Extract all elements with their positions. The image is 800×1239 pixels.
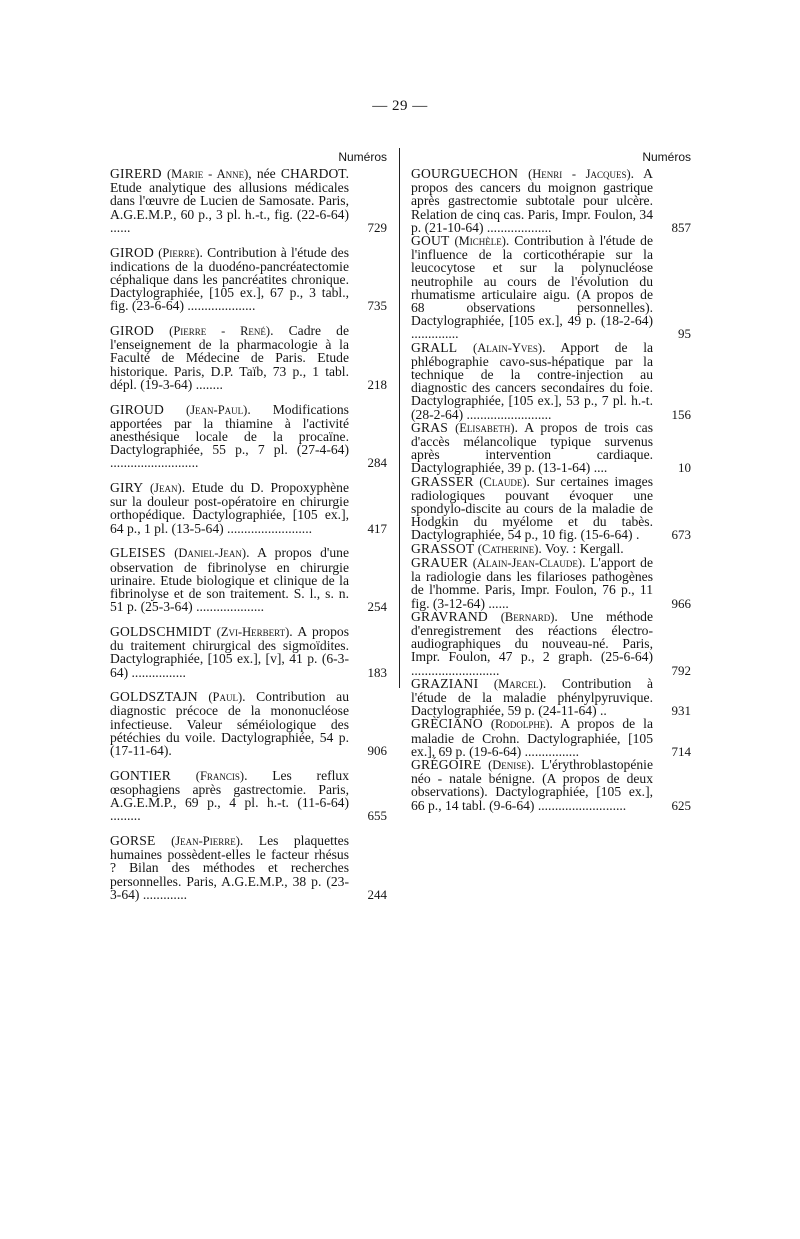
thesis-number: 655 [367,808,387,824]
bibliography-entry [110,167,387,234]
thesis-description: . A propos d'une observation de fibrinolyse en chirurgie urinaire. Etude biologique et clinique de la fibrinolyse et de son traitement. S. l., s. n. 51 p. (25-3-64) .................... [110,545,349,615]
author-given-name: (Marcel) [493,676,543,691]
numeros-header: Numéros [642,150,691,164]
thesis-number: 254 [367,599,387,615]
thesis-description: . Les plaquettes humaines possèdent-elles le facteur rhésus ? Bilan des méthodes et recherches personnelles. Paris, A.G.E.M.P., 38 p. (23-3-64) ............. [110,833,350,902]
column-divider [399,148,400,688]
thesis-description: . Contribution à l'étude des indications de la duodéno-pancréatectomie céphalique dans les pancréatites chronique. Dactylographiée, [105 ex.], 67 p., 3 tabl., fig. (23-6-64) .................... [110,244,349,314]
thesis-number: 714 [671,743,691,759]
author-given-name: (Alain-Yves) [473,340,543,355]
thesis-description: . A propos du traitement chirurgical des sigmoïdites. Dactylographiée, [105 ex.], [v], 41 p. (6-3-64) ................ [110,623,349,680]
bibliography-entry [110,834,387,901]
thesis-number: 10 [678,460,691,476]
author-given-name: (Jean-Paul) [186,402,248,417]
bibliography-entry [411,610,691,677]
author-given-name: (Marie - Anne) [167,167,249,181]
thesis-description: . A propos des cancers du moignon gastrique après gastrectomie subtotale pour ulcère. Relation de cinq cas. Paris, Impr. Foulon, 34 p. (21-10-64) ................... [411,166,654,235]
thesis-number: 735 [367,298,387,314]
author-surname: GOLDSCHMIDT [110,623,212,639]
numeros-header: Numéros [338,150,387,164]
bibliography-entry [110,769,387,823]
thesis-number: 931 [671,703,691,719]
thesis-number: 857 [671,219,691,235]
thesis-number: 625 [671,797,691,813]
bibliography-entry [110,546,387,613]
bibliography-entry [110,690,387,757]
right-column [411,148,691,812]
bibliography-entry [411,475,691,542]
bibliography-entry [411,556,691,610]
author-given-name: (Daniel-Jean) [174,546,247,561]
thesis-description: . Contribution au diagnostic précoce de la mononucléose infectieuse. Valeur séméiologique des pétéchies du voile. Dactylographiée, 54 p. (17-11-64). [110,689,349,759]
thesis-description: . Apport de la phlébographie cavo-sus-hépatique par la technique de la contre-injection au diagnostic des cancers secondaires du foie. Dactylographiée, [105 ex.], 53 p., 7 pl. h.-t. (28-2-64) ......................... [411,339,653,422]
bibliography-entry [411,421,691,475]
author-surname: GONTIER [110,767,172,783]
thesis-description: . Contribution à l'étude de l'influence de la corticothérapie sur la leucocytose et sur la polynucléose neutrophile au cours de l'évolution du rhumatisme articulaire aigu. (A propos de 68 observations personnelles). Dactylographiée, [105 ex.], 49 p. (18-2-64) .............. [411,233,653,342]
thesis-description: . Sur certaines images radiologiques pouvant évoquer une spondylo-discite au cours de la maladie de Hodgkin du myélome et du tabès. Dactylographiée, 54 p., 10 fig. (15-6-64) . [411,473,653,543]
thesis-description: . A propos de trois cas d'accès mélancolique typique survenus après intervention cardiaque. Dactylographiée, 39 p. (13-1-64) .... [411,419,653,476]
author-given-name: (Pierre) [158,245,200,260]
thesis-number: 966 [671,595,691,611]
author-surname: GRAS [411,419,449,435]
author-surname: GRAVRAND [411,608,488,624]
thesis-number: 792 [671,662,691,678]
thesis-description: . L'érythroblastopénie néo - natale bénigne. (A propos de deux observations). Dactylographiée, [105 ex.], 66 p., 14 tabl. (9-6-64) .......................... [411,756,653,813]
thesis-description: , née CHARDOT. Etude analytique des allusions médicales dans l'œuvre de Lucien de Samosate. Paris, A.G.E.M.P., 60 p., 3 pl. h.-t., fig. (22-6-64) ...... [110,166,349,235]
thesis-description: . Modifications apportées par la thiamine à l'activité anesthésique locale de la procaïne. Dactylographiée, 55 p., 7 pl. (27-4-64) .......................... [110,401,349,471]
bibliography-entry [411,677,691,718]
author-surname: GRÈCIANO [411,716,483,732]
author-surname: GOURGUECHON [411,166,519,181]
author-surname: GRALL [411,339,458,355]
thesis-description: . Une méthode d'enregistrement des réactions électro-audiographiques du nouveau-né. Paris, Impr. Foulon, 47 p., 2 graph. (25-6-64) .......................... [411,608,653,678]
author-surname: GRAUER [411,554,469,570]
author-surname: GIROD [110,323,155,339]
thesis-number: 95 [678,326,691,342]
bibliography-entry [110,246,387,313]
author-given-name: (Francis) [195,768,245,783]
thesis-number: 156 [671,406,691,422]
bibliography-entry [411,341,691,421]
author-given-name: (Catherine) [477,541,539,556]
thesis-description: . Voy. : Kergall. [538,540,624,556]
bibliography-entry [110,625,387,679]
author-surname: GOLDSZTAJN [110,689,198,705]
page-number: — 29 — [372,98,428,114]
thesis-description: . Les reflux œsophagiens après gastrectomie. Paris, A.G.E.M.P., 69 p., 4 pl. h.-t. (11-6-64) ......... [110,767,349,824]
author-given-name: (Jean-Pierre) [171,834,240,849]
author-surname: GIROD [110,244,155,260]
author-surname: GRASSER [411,473,474,489]
author-given-name: (Elisabeth) [455,420,515,435]
thesis-number: 183 [367,664,387,680]
bibliography-entry [411,717,691,758]
bibliography-entry [411,167,691,234]
thesis-number: 284 [367,455,387,471]
author-given-name: (Jean) [150,481,182,496]
thesis-number: 417 [367,520,387,536]
thesis-number: 906 [367,743,387,759]
author-given-name: (Alain-Jean-Claude) [472,555,583,570]
bibliography-entry [110,324,387,391]
left-column [110,148,387,913]
author-given-name: (Bernard) [500,609,555,624]
author-given-name: (Denise) [488,757,531,772]
author-given-name: (Michèle) [454,234,506,249]
thesis-description: . Contribution à l'étude de la maladie phénylpyruvique. Dactylographiée, 59 p. (24-11-64) .. [411,675,653,719]
author-surname: GIRY [110,480,144,496]
bibliography-entry [411,234,691,341]
author-given-name: (Paul) [208,690,243,705]
bibliography-entry [110,403,387,470]
bibliography-entry [110,481,387,535]
author-given-name: (Rodolphe) [490,717,550,732]
thesis-description: . A propos de la maladie de Crohn. Dactylographiée, [105 ex.], 69 p. (19-6-64) ................ [411,716,653,759]
author-given-name: (Henri - Jacques) [528,167,631,181]
author-surname: GORSE [110,833,156,849]
author-surname: GRÉGOIRE [411,756,482,772]
author-given-name: (Claude) [479,474,527,489]
author-surname: GLEISES [110,545,166,561]
thesis-description: . Cadre de l'enseignement de la pharmacologie à la Faculté de Médecine de Paris. Etude historique. Paris, D.P. Taïb, 73 p., 1 tabl. dépl. (19-3-64) ........ [110,323,349,392]
author-surname: GOUT [411,233,450,249]
author-given-name: (Pierre - René) [169,324,271,339]
bibliography-entry [411,542,691,556]
author-given-name: (Zvi-Herbert) [216,624,290,639]
thesis-number: 673 [671,527,691,543]
thesis-number: 729 [367,219,387,235]
thesis-number: 218 [367,376,387,392]
author-surname: GRASSOT [411,540,475,556]
author-surname: GIRERD [110,166,162,181]
bibliography-entry [411,758,691,812]
author-surname: GRAZIANI [411,675,479,691]
thesis-description: . Etude du D. Propoxyphène sur la douleur post-opératoire en chirurgie orthopédique. Dactylographiée, [105 ex.], 64 p., 1 pl. (13-5-64) ......................... [110,480,349,536]
thesis-description: . L'apport de la radiologie dans les filarioses pathogènes de l'homme. Paris, Impr. Foulon, 76 p., 11 fig. (3-12-64) ...... [411,554,653,611]
author-surname: GIROUD [110,401,165,417]
thesis-number: 244 [367,886,387,902]
